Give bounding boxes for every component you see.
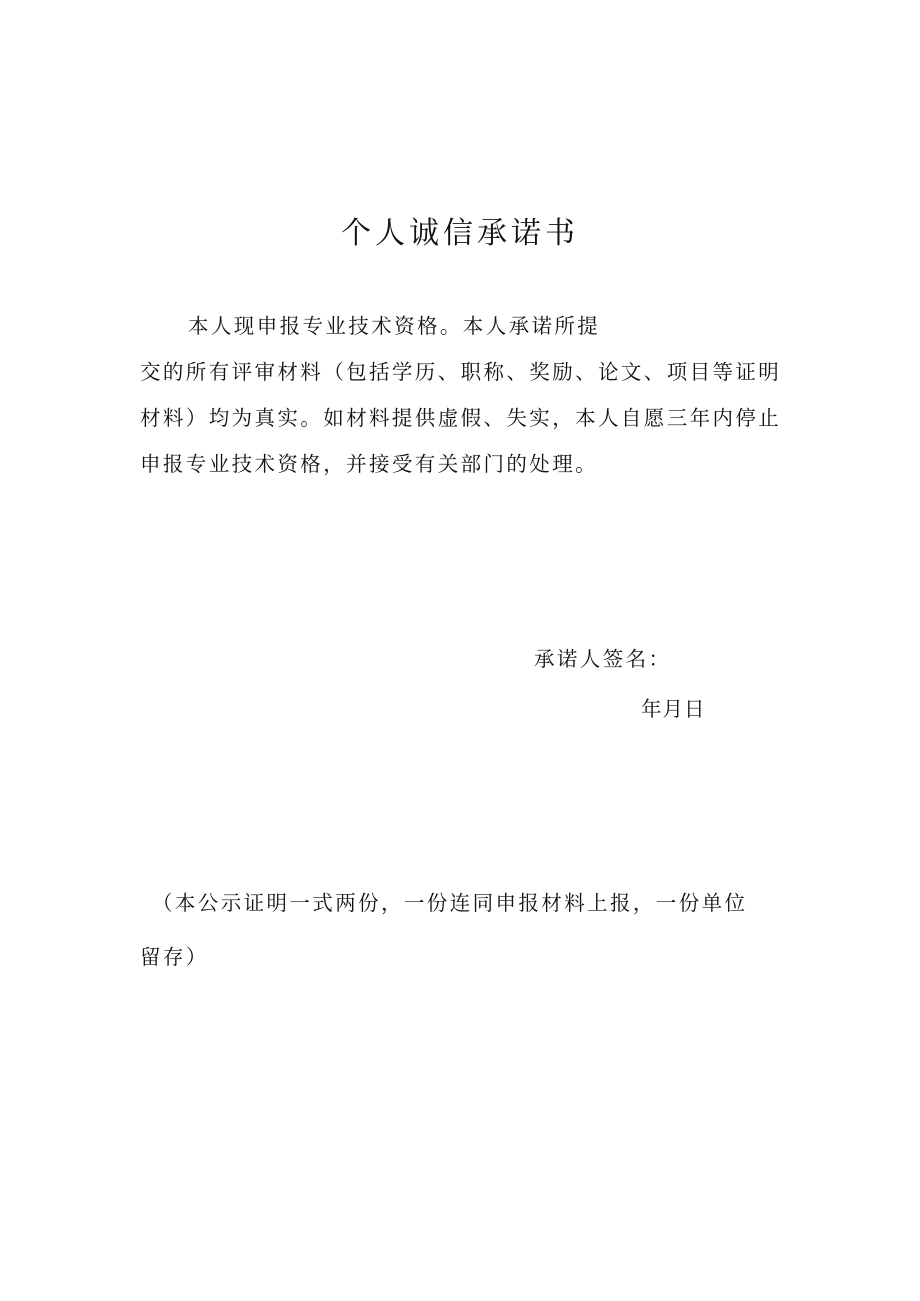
- note-line-2: 留存）: [140, 945, 209, 969]
- document-title: 个人诚信承诺书: [341, 216, 579, 251]
- date-label: 年月日: [641, 697, 706, 721]
- body-line-3: 材料）均为真实。如材料提供虚假、失实，本人自愿三年内停止: [140, 406, 782, 430]
- body-line-1: 本人现申报专业技术资格。本人承诺所提: [188, 314, 601, 338]
- body-line-2: 交的所有评审材料（包括学历、职称、奖励、论文、项目等证明: [140, 360, 782, 384]
- body-line-4: 申报专业技术资格，并接受有关部门的处理。: [140, 452, 598, 476]
- note-line-1: （本公示证明一式两份，一份连同申报材料上报，一份单位: [152, 891, 748, 915]
- signature-label: 承诺人签名：: [534, 647, 672, 671]
